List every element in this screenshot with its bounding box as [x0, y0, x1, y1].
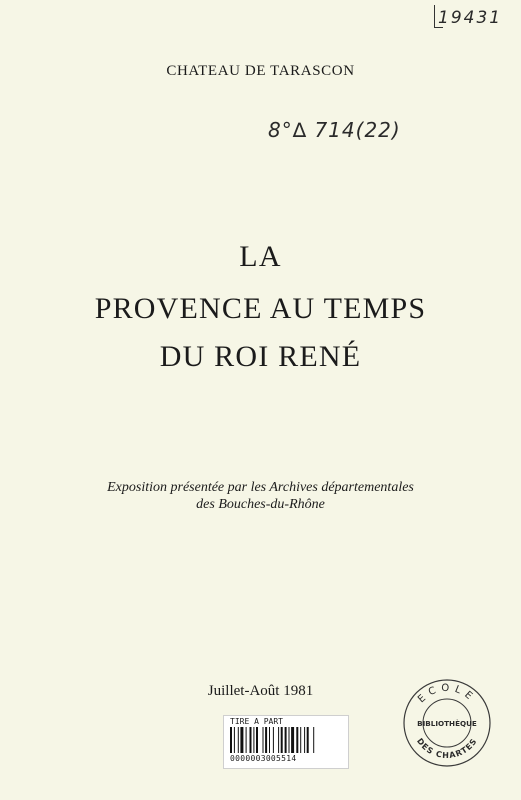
stamp-bottom-text: DES CHARTES	[414, 736, 480, 761]
barcode-bar	[289, 727, 290, 753]
barcode-bar	[265, 727, 267, 753]
barcode-icon	[230, 727, 342, 753]
barcode-label	[223, 715, 349, 769]
barcode-bar	[240, 727, 243, 753]
barcode-bar	[230, 727, 232, 753]
barcode-bar	[269, 727, 270, 753]
subtitle-line-1: Exposition présentée par les Archives départementales	[107, 480, 414, 495]
barcode-bar	[313, 727, 314, 753]
title-line-3: DU ROI RENÉ	[159, 340, 362, 373]
barcode-bar	[285, 727, 287, 753]
barcode-bar	[281, 727, 283, 753]
barcode-bar	[250, 727, 252, 753]
barcode-bar	[246, 727, 247, 753]
title-line-2: PROVENCE AU TEMPS	[94, 292, 427, 325]
barcode-bar	[234, 727, 235, 753]
barcode-bar	[256, 727, 258, 753]
bracket-mark	[434, 5, 443, 28]
barcode-bar	[304, 727, 305, 753]
stamp-top-text: ECOLE	[416, 682, 478, 706]
barcode-bar	[253, 727, 254, 753]
barcode-bar	[238, 727, 239, 753]
barcode-bar	[263, 727, 264, 753]
barcode-bar	[273, 727, 274, 753]
barcode-header: TIRE A PART	[230, 717, 283, 726]
barcode-bar	[278, 727, 279, 753]
barcode-bar	[296, 727, 298, 753]
barcode-bar	[291, 727, 294, 753]
supertitle: CHATEAU DE TARASCON	[166, 63, 355, 79]
barcode-bar	[300, 727, 301, 753]
shelf-number-text: 19431	[438, 8, 503, 28]
subtitle-line-2: des Bouches-du-Rhône	[196, 497, 325, 512]
title-line-1: LA	[239, 240, 282, 273]
handwritten-shelf-number	[438, 8, 502, 28]
svg-text:DES CHARTES	[415, 737, 479, 761]
library-stamp	[402, 678, 492, 768]
exhibition-date: Juillet-Août 1981	[207, 683, 314, 699]
stamp-center-text: BIBLIOTHÈQUE	[417, 719, 477, 728]
barcode-number: 0000003005514	[230, 754, 297, 763]
barcode-bar	[307, 727, 309, 753]
handwritten-call-number: 8°∆ 714(22)	[268, 118, 401, 142]
